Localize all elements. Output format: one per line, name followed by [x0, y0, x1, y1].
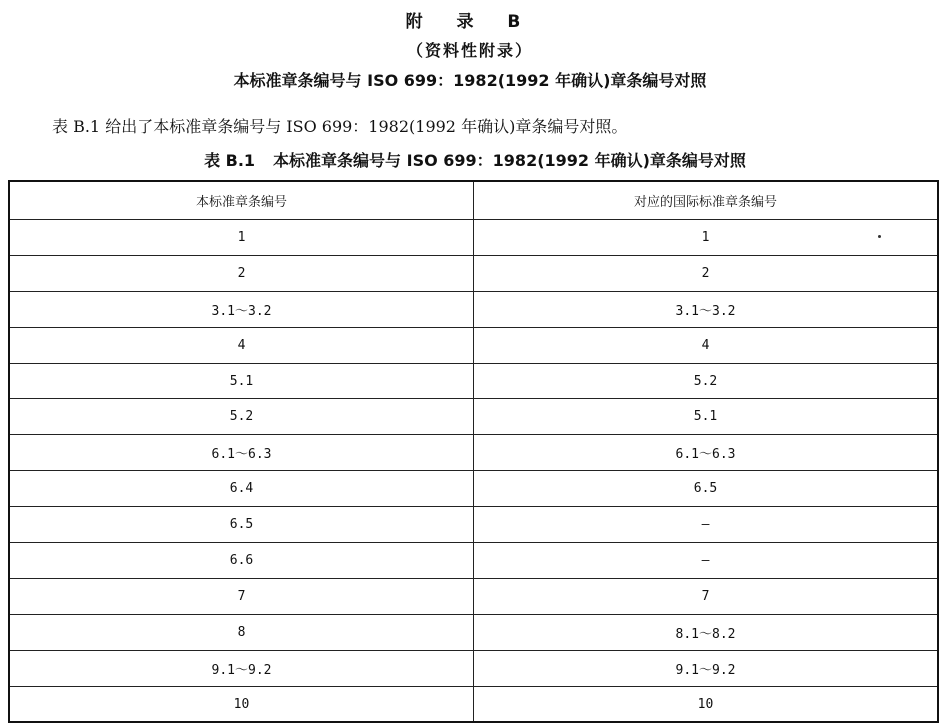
cell-international-standard: 1	[701, 229, 710, 245]
appendix-heading: 本标准章条编号与 ISO 699：1982(1992 年确认)章条编号对照	[233, 71, 707, 90]
scan-speck	[878, 235, 881, 238]
cell-international-standard: 4	[701, 337, 710, 353]
cell-this-standard: 10	[10, 687, 474, 722]
cell-this-standard: 9.1～9.2	[10, 651, 474, 686]
table-row	[10, 650, 937, 686]
cell-this-standard: 8	[10, 615, 474, 650]
cell-this-standard: 7	[10, 579, 474, 614]
table-caption	[0, 148, 950, 171]
table-row	[10, 291, 937, 327]
clause-comparison-table	[8, 180, 939, 723]
table-row	[10, 327, 937, 363]
appendix-title: 附 录 B	[405, 12, 535, 32]
intro-paragraph: 表 B.1 给出了本标准章条编号与 ISO 699：1982(1992 年确认)章条编号对照。	[52, 117, 628, 136]
table-row	[10, 434, 937, 470]
table-row	[10, 506, 937, 542]
table-header-row	[10, 182, 937, 219]
cell-this-standard: 1	[10, 220, 474, 255]
cell-this-standard: 4	[10, 328, 474, 363]
table-row	[10, 398, 937, 434]
table-row	[10, 686, 937, 722]
cell-international-standard: 3.1～3.2	[675, 303, 736, 319]
table-caption-text: 本标准章条编号与 ISO 699：1982(1992 年确认)章条编号对照	[273, 151, 746, 170]
appendix-subtitle: （资料性附录）	[406, 41, 533, 60]
cell-this-standard: 6.6	[10, 543, 474, 578]
table-row	[10, 363, 937, 399]
table-row	[10, 470, 937, 506]
cell-this-standard: 5.1	[10, 364, 474, 399]
table-row	[10, 255, 937, 291]
cell-international-standard: 9.1～9.2	[675, 662, 736, 678]
table-caption-number: 表 B.1	[204, 151, 256, 170]
cell-international-standard: —	[701, 552, 710, 568]
cell-this-standard: 5.2	[10, 399, 474, 434]
cell-this-standard: 6.1～6.3	[10, 435, 474, 470]
cell-this-standard: 2	[10, 256, 474, 291]
cell-international-standard: 8.1～8.2	[675, 626, 736, 642]
cell-international-standard: 6.1～6.3	[675, 447, 736, 463]
table-row	[10, 219, 937, 255]
cell-this-standard: 6.5	[10, 507, 474, 542]
table-row	[10, 614, 937, 650]
table-row	[10, 542, 937, 578]
cell-international-standard: 2	[701, 265, 710, 281]
cell-international-standard: —	[701, 517, 710, 533]
cell-international-standard: 6.5	[693, 481, 718, 497]
cell-international-standard: 7	[701, 588, 710, 604]
cell-international-standard: 5.1	[693, 409, 718, 425]
cell-international-standard: 5.2	[693, 373, 718, 389]
cell-international-standard: 10	[697, 696, 714, 712]
header-cell-international-standard: 对应的国际标准章条编号	[633, 195, 777, 210]
header-cell-this-standard: 本标准章条编号	[10, 182, 474, 219]
cell-this-standard: 6.4	[10, 471, 474, 506]
table-body	[10, 219, 937, 721]
cell-this-standard: 3.1～3.2	[10, 292, 474, 327]
table-row	[10, 578, 937, 614]
